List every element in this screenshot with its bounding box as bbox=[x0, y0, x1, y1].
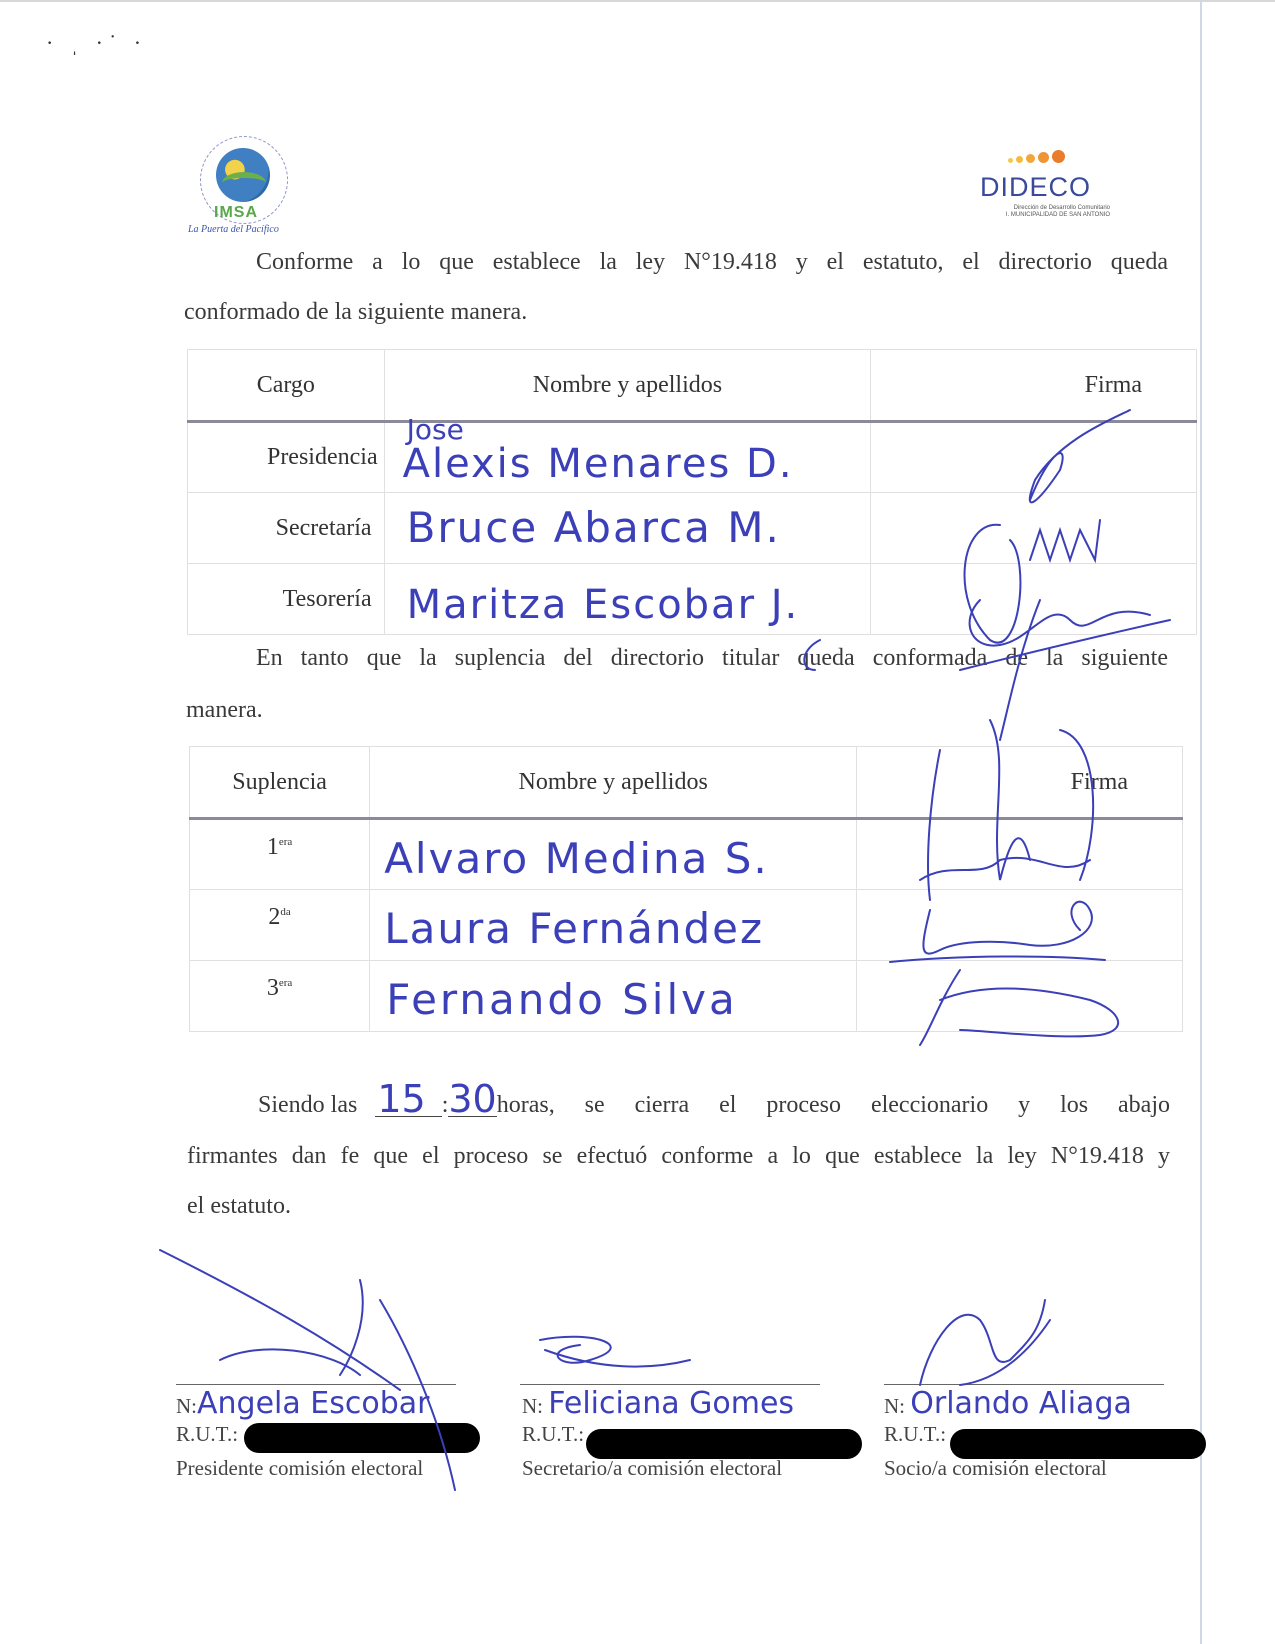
role-presidente: Presidente comisión electoral bbox=[176, 1456, 424, 1480]
suplencia-ordinal-1: $1^{era}$ bbox=[190, 819, 370, 890]
cierre-suffix: horas, se cierra el proceso eleccionario y los abajo bbox=[496, 1092, 1170, 1118]
signature-secretario-comision bbox=[540, 1337, 690, 1367]
scan-specks: · ˌ ·˙ · bbox=[46, 30, 148, 55]
signature-suplencia-1 bbox=[920, 720, 1093, 900]
cierre-line-2: firmantes dan fe que el proceso se efectuó conforme a lo que establece la ley N°19.418 y bbox=[187, 1143, 1170, 1169]
suplencia-header-firma: Firma bbox=[857, 747, 1183, 819]
handwritten-hour: 15 bbox=[375, 1082, 441, 1117]
suplencia-header-nombre: Nombre y apellidos bbox=[370, 747, 857, 819]
signer-secretario: N: Feliciana Gomes bbox=[522, 1386, 795, 1421]
signature-presidencia bbox=[1030, 410, 1130, 502]
role-secretario: Secretario/a comisión electoral bbox=[522, 1456, 783, 1480]
signature-secretaria bbox=[965, 520, 1100, 643]
suplencia-intro-line-2: manera. bbox=[186, 697, 263, 723]
handwritten-name-extra: Jose bbox=[406, 413, 464, 446]
handwritten-name-presidencia: Alexis Menares D. bbox=[402, 441, 794, 487]
dideco-logo-name: DIDECO bbox=[980, 172, 1092, 202]
rut-label-socio: R.U.T.: bbox=[884, 1422, 947, 1446]
directorio-header-firma: Firma bbox=[871, 350, 1197, 422]
signature-suplencia-2 bbox=[890, 902, 1105, 962]
dideco-logo-sub1: Dirección de Desarrollo Comunitario bbox=[1013, 205, 1110, 211]
handwritten-name-secretaria: Bruce Abarca M. bbox=[406, 503, 781, 552]
suplencia-header-suplencia: Suplencia bbox=[190, 747, 370, 819]
cierre-prefix: Siendo las bbox=[258, 1092, 358, 1118]
signature-presidente-comision bbox=[160, 1250, 455, 1490]
role-socio: Socio/a comisión electoral bbox=[884, 1456, 1107, 1480]
signature-tesoreria bbox=[804, 600, 1150, 740]
dideco-logo-sub2: I. MUNICIPALIDAD DE SAN ANTONIO bbox=[1005, 212, 1110, 218]
rut-label-secretario: R.U.T.: bbox=[522, 1422, 585, 1446]
imsa-logo-motto: La Puerta del Pacífico bbox=[188, 224, 279, 235]
signer-socio: N: Orlando Aliaga bbox=[884, 1386, 1132, 1421]
rut-label-presidente: R.U.T.: bbox=[176, 1422, 239, 1446]
suplencia-intro-line-1: En tanto que la suplencia del directorio titular queda conformada de la siguiente bbox=[256, 645, 1168, 671]
cargo-secretaria: Secretaría bbox=[188, 493, 385, 564]
intro-line-1: Conforme a lo que establece la ley N°19.418 y el estatuto, el directorio queda bbox=[256, 249, 1168, 275]
signature-socio-comision bbox=[920, 1300, 1050, 1385]
handwritten-name-suplencia-2: Laura Fernández bbox=[384, 904, 765, 953]
handwritten-name-presidente-comision: Angela Escobar bbox=[197, 1386, 430, 1421]
handwritten-name-tesoreria: Maritza Escobar J. bbox=[406, 582, 800, 628]
handwritten-name-secretario-comision: Feliciana Gomes bbox=[548, 1386, 795, 1421]
handwritten-name-suplencia-1: Alvaro Medina S. bbox=[384, 834, 769, 883]
directorio-header-nombre: Nombre y apellidos bbox=[384, 350, 871, 422]
signer-presidente: N:Angela Escobar bbox=[176, 1386, 430, 1421]
cierre-colon: : bbox=[441, 1092, 449, 1118]
cierre-line-3: el estatuto. bbox=[187, 1193, 291, 1219]
imsa-logo-name: IMSA bbox=[214, 204, 258, 221]
handwritten-name-socio-comision: Orlando Aliaga bbox=[910, 1386, 1132, 1421]
cargo-presidencia: Presidencia bbox=[188, 422, 385, 493]
cargo-tesoreria: Tesorería bbox=[188, 564, 385, 635]
suplencia-ordinal-2: $2^{da}$ bbox=[190, 890, 370, 961]
signature-suplencia-3 bbox=[920, 970, 1118, 1045]
directorio-header-cargo: Cargo bbox=[188, 350, 385, 422]
handwritten-name-suplencia-3: Fernando Silva bbox=[386, 975, 738, 1024]
handwritten-minutes: 30 bbox=[448, 1077, 497, 1121]
intro-line-2: conformado de la siguiente manera. bbox=[184, 299, 528, 325]
suplencia-ordinal-3: $3^{era}$ bbox=[190, 961, 370, 1032]
